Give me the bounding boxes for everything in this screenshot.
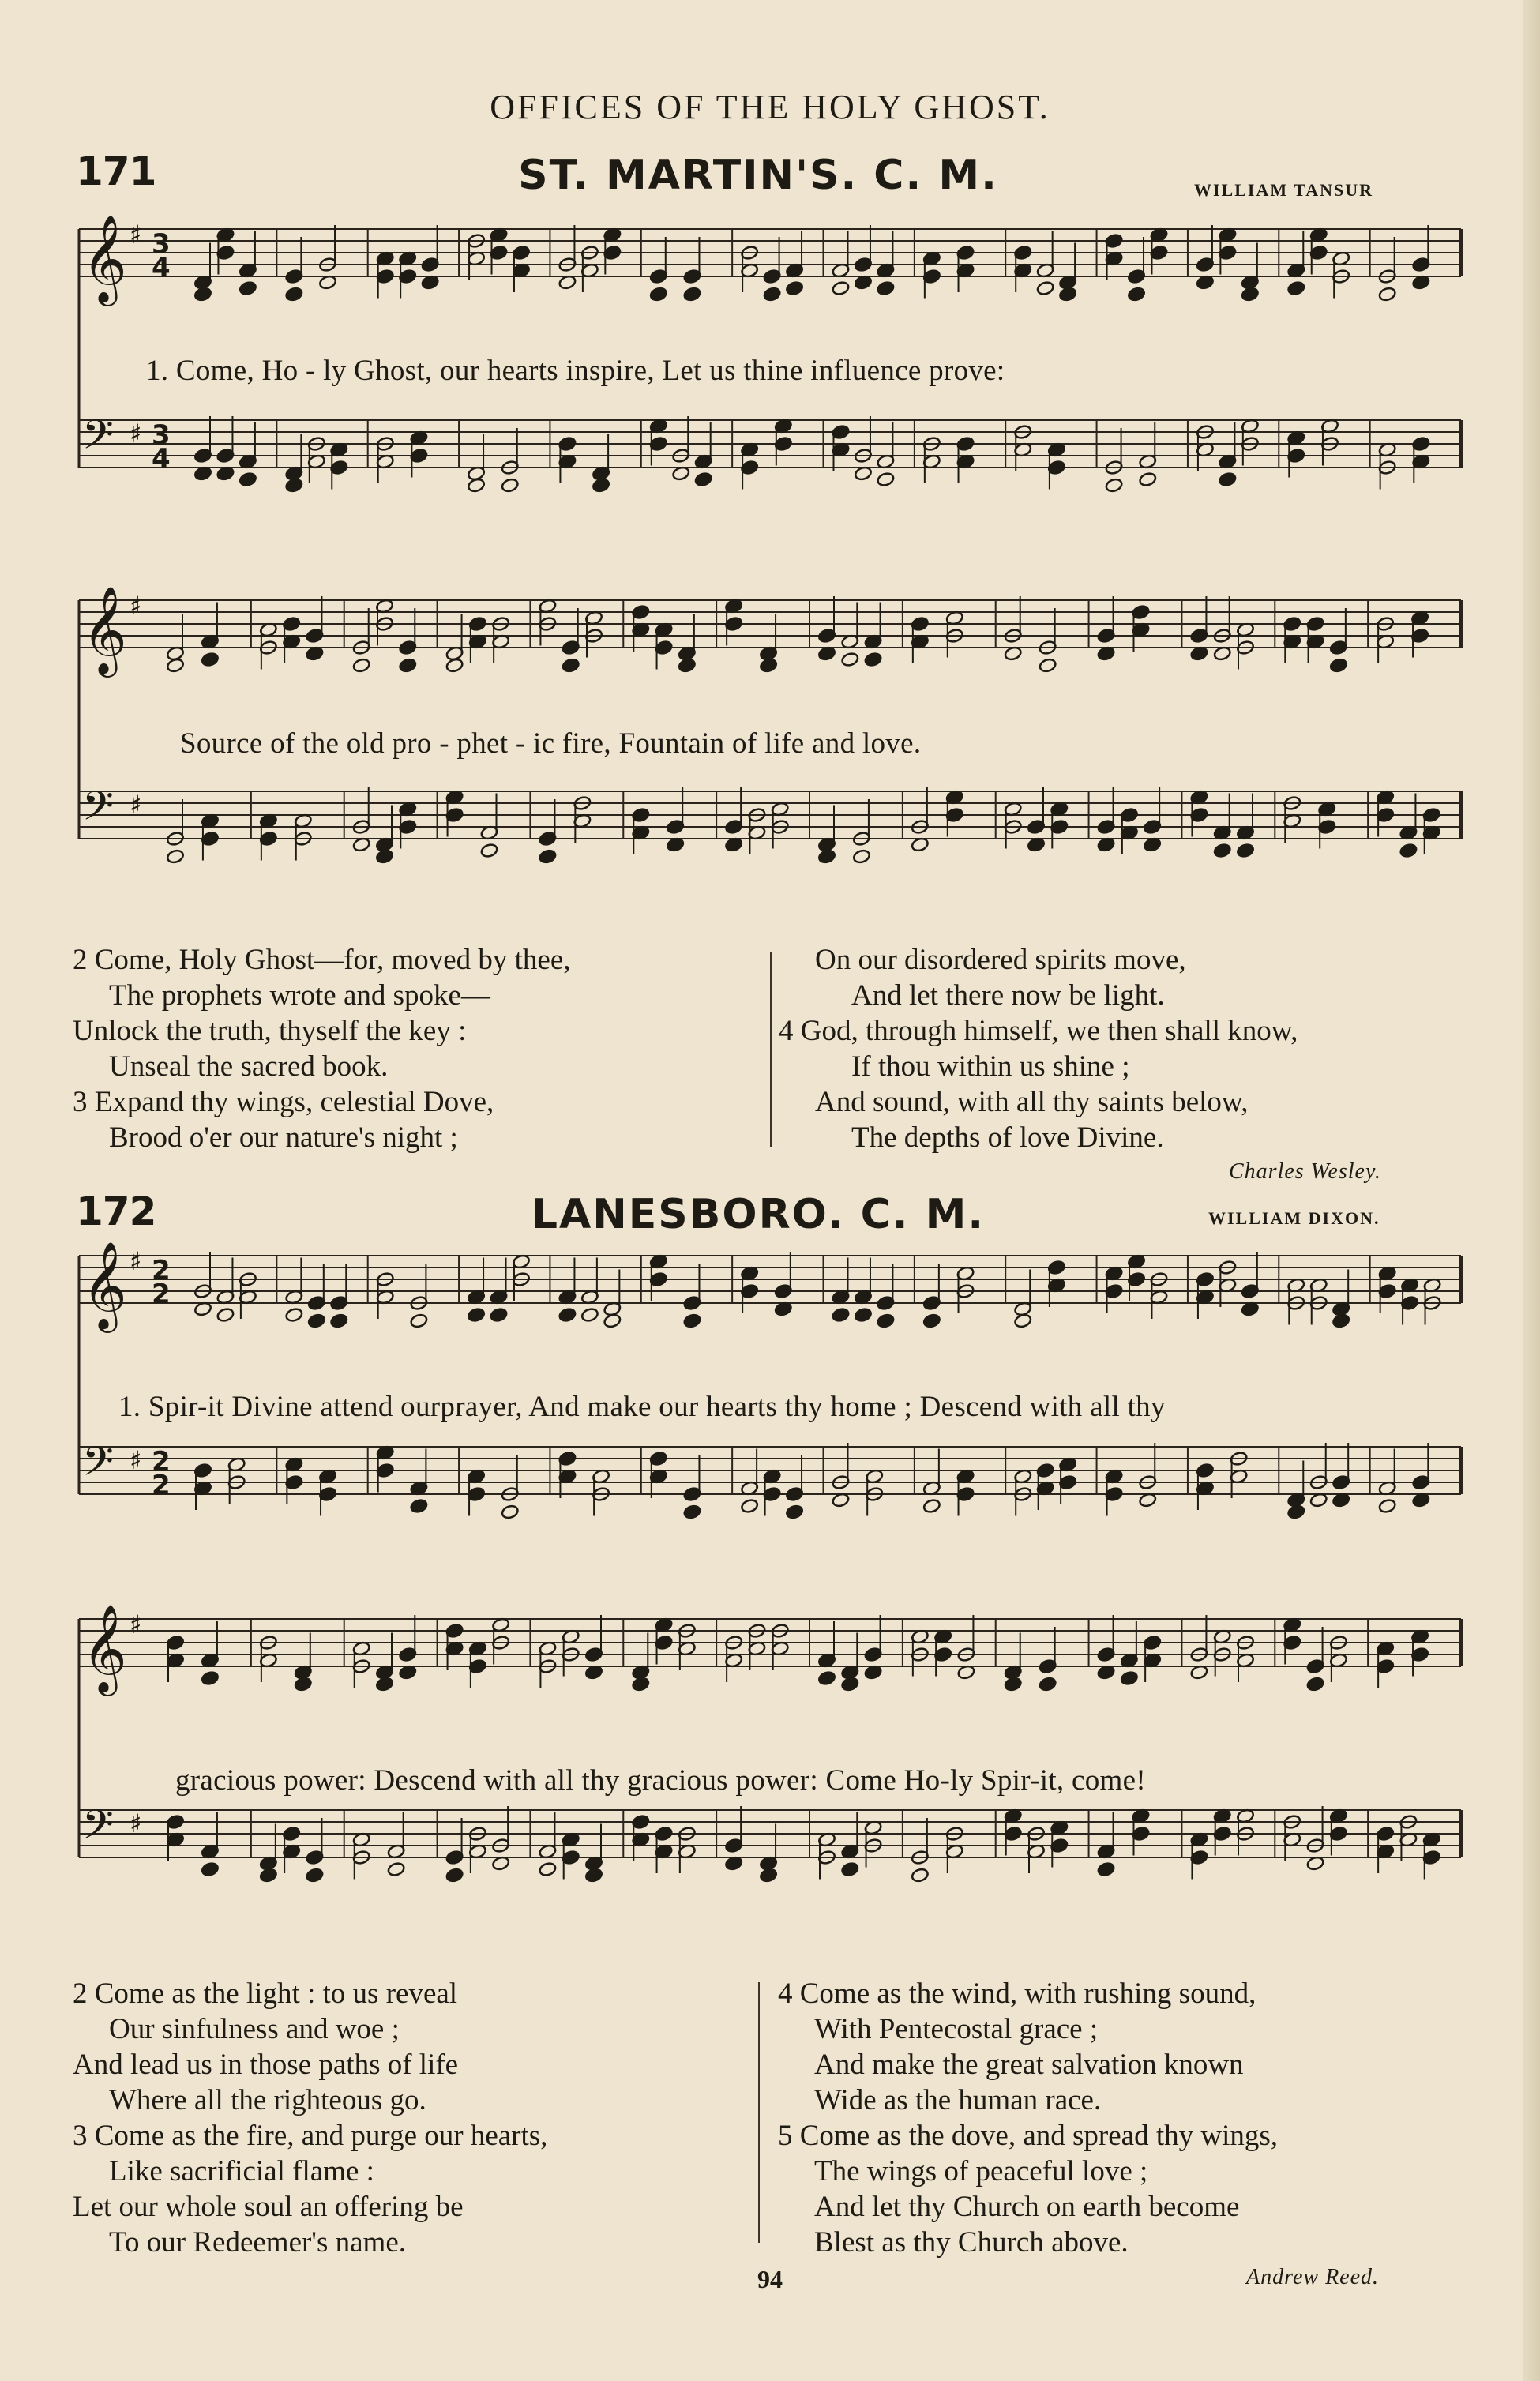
note-head <box>840 1861 859 1877</box>
verse-divider-172 <box>758 1982 760 2243</box>
verse-line: 3 Come as the fire, and purge our hearts, <box>73 2120 548 2152</box>
note-head <box>1039 1677 1057 1692</box>
note-head <box>1378 1498 1397 1514</box>
key-signature-sharp: ♯ <box>130 419 142 449</box>
note-head <box>285 478 304 494</box>
note-head <box>877 1313 896 1329</box>
note-head <box>1378 287 1397 302</box>
author-171: Charles Wesley. <box>1229 1159 1381 1184</box>
note-head <box>562 658 580 674</box>
note-head <box>1127 287 1146 302</box>
note-head <box>832 1307 851 1323</box>
key-signature-sharp: ♯ <box>130 1609 142 1639</box>
verse-line: And lead us in those paths of life <box>73 2049 459 2081</box>
key-signature-sharp: ♯ <box>130 1445 142 1475</box>
note-head <box>201 652 220 667</box>
verse-line: 4 Come as the wind, with rushing sound, <box>778 1977 1256 2010</box>
verse-line: Brood o'er our nature's night ; <box>109 1121 458 1154</box>
note-head <box>445 658 464 674</box>
note-head <box>445 1868 464 1883</box>
time-signature-bottom: 2 <box>152 1470 171 1501</box>
note-head <box>877 471 896 487</box>
verse-line: Like sacrificial flame : <box>109 2155 374 2188</box>
composer-171: WILLIAM TANSUR <box>1194 180 1374 200</box>
note-head <box>539 1861 558 1877</box>
verse-line: Our sinfulness and woe ; <box>109 2013 400 2045</box>
note-head <box>1058 287 1077 302</box>
note-head <box>285 1307 304 1323</box>
note-head <box>467 478 486 494</box>
verse-line: And let there now be light. <box>851 979 1165 1012</box>
time-signature-top: 2 <box>152 1446 171 1478</box>
verse-line: Unlock the truth, thyself the key : <box>73 1015 467 1047</box>
bass-clef-icon: 𝄢 <box>82 1801 114 1858</box>
verse-line: Let our whole soul an offering be <box>73 2191 464 2223</box>
treble-clef-icon: 𝄞 <box>82 1241 127 1329</box>
note-head <box>501 478 520 494</box>
note-head <box>785 1504 804 1520</box>
key-signature-sharp: ♯ <box>130 220 142 250</box>
note-head <box>398 658 417 674</box>
note-head <box>592 478 610 494</box>
note-head <box>584 1868 603 1883</box>
bass-clef-icon: 𝄢 <box>82 782 114 839</box>
note-head <box>410 1498 429 1514</box>
note-head <box>294 1677 313 1692</box>
verse-line: And let thy Church on earth become <box>814 2191 1240 2223</box>
time-signature-top: 3 <box>152 419 171 451</box>
verse-line: 4 God, through himself, we then shall know, <box>779 1015 1298 1047</box>
note-head <box>832 280 851 296</box>
note-head <box>1286 280 1305 296</box>
note-head <box>759 1868 778 1883</box>
note-head <box>840 652 859 667</box>
note-head <box>1004 1677 1023 1692</box>
verse-line: 5 Come as the dove, and spread thy wings, <box>778 2120 1278 2152</box>
verse-divider-171 <box>770 952 772 1147</box>
verse-line: On our disordered spirits move, <box>815 944 1186 976</box>
note-head <box>763 287 782 302</box>
note-head <box>877 280 896 296</box>
verse-line: And sound, with all thy saints below, <box>815 1086 1249 1118</box>
note-head <box>1120 1670 1139 1686</box>
note-head <box>329 1313 348 1329</box>
note-head <box>759 658 778 674</box>
hymn-number-172: 172 <box>76 1189 156 1234</box>
note-head <box>1105 478 1124 494</box>
verse-line: To our Redeemer's name. <box>109 2226 406 2259</box>
note-head <box>166 849 185 865</box>
verse-line: Blest as thy Church above. <box>814 2226 1129 2259</box>
note-head <box>649 287 668 302</box>
verse-line: The prophets wrote and spoke— <box>109 979 490 1012</box>
note-head <box>1399 843 1418 858</box>
note-head <box>694 471 713 487</box>
note-head <box>387 1861 406 1877</box>
author-172: Andrew Reed. <box>1246 2265 1380 2289</box>
note-head <box>840 1677 859 1692</box>
lyrics-line-172-a: 1. Spir-it Divine attend ourprayer, And make our hearts thy home ; Descend with all thy <box>118 1391 1166 1423</box>
note-head <box>683 1504 702 1520</box>
verse-line: Where all the righteous go. <box>109 2084 426 2116</box>
note-head <box>306 1868 325 1883</box>
tune-title-172: LANESBORO. C. M. <box>531 1191 986 1238</box>
note-head <box>307 1313 326 1329</box>
key-signature-sharp: ♯ <box>130 1808 142 1838</box>
verse-line: And make the great salvation known <box>814 2049 1244 2081</box>
time-signature-top: 3 <box>152 228 171 260</box>
note-head <box>678 658 697 674</box>
note-head <box>785 280 804 296</box>
note-head <box>922 1498 941 1514</box>
note-head <box>740 1498 759 1514</box>
lyrics-line-171-b: Source of the old pro - phet - ic fire, Fountain of life and love. <box>180 727 922 760</box>
bass-clef-icon: 𝄢 <box>82 1437 114 1495</box>
note-head <box>1241 287 1260 302</box>
verse-line: If thou within us shine ; <box>851 1050 1130 1083</box>
verse-line: The depths of love Divine. <box>851 1121 1164 1154</box>
treble-clef-icon: 𝄞 <box>82 214 127 302</box>
note-head <box>259 1868 278 1883</box>
note-head <box>854 1307 873 1323</box>
note-head <box>922 1313 941 1329</box>
note-head <box>375 849 394 865</box>
bass-clef-icon: 𝄢 <box>82 411 114 468</box>
note-head <box>1236 843 1255 858</box>
verses-172-left <box>73 1976 547 2260</box>
note-head <box>410 1313 429 1329</box>
section-title: OFFICES OF THE HOLY GHOST. <box>490 88 1050 126</box>
note-head <box>1097 1861 1116 1877</box>
time-signature-bottom: 2 <box>152 1279 171 1310</box>
note-head <box>501 1504 520 1520</box>
composer-172: WILLIAM DIXON. <box>1208 1208 1380 1228</box>
note-head <box>193 287 212 302</box>
note-head <box>817 1670 836 1686</box>
note-head <box>239 471 257 487</box>
note-head <box>539 849 558 865</box>
note-head <box>490 1307 509 1323</box>
key-signature-sharp: ♯ <box>130 790 142 820</box>
note-head <box>852 849 871 865</box>
note-head <box>1013 1313 1032 1329</box>
note-head <box>1213 843 1232 858</box>
note-head <box>603 1313 622 1329</box>
verses-171-right <box>779 942 1298 1155</box>
verse-line: Wide as the human race. <box>814 2084 1102 2116</box>
note-head <box>1286 1504 1305 1520</box>
treble-clef-icon: 𝄞 <box>82 585 127 674</box>
verse-line: Unseal the sacred book. <box>109 1050 389 1083</box>
verses-172-right <box>778 1976 1278 2260</box>
note-head <box>1039 658 1057 674</box>
lyrics-line-172-b: gracious power: Descend with all thy gracious power: Come Ho-ly Spir-it, come! <box>175 1764 1146 1797</box>
note-head <box>285 287 304 302</box>
note-head <box>1329 658 1348 674</box>
time-signature-bottom: 4 <box>152 252 171 284</box>
note-head <box>631 1677 650 1692</box>
note-head <box>201 1861 220 1877</box>
note-head <box>239 280 257 296</box>
note-head <box>480 843 499 858</box>
note-head <box>1138 471 1157 487</box>
note-head <box>864 652 883 667</box>
lyrics-line-171-a: 1. Come, Ho - ly Ghost, our hearts inspire, Let us thine influence prove: <box>146 355 1005 387</box>
note-head <box>1306 1677 1325 1692</box>
verse-line: 2 Come as the light : to us reveal <box>73 1977 458 2010</box>
note-head <box>1332 1313 1350 1329</box>
note-head <box>352 658 371 674</box>
verse-line: 3 Expand thy wings, celestial Dove, <box>73 1086 494 1118</box>
note-head <box>216 1307 235 1323</box>
verses-171-left <box>73 942 571 1155</box>
tune-title-171: ST. MARTIN'S. C. M. <box>518 152 998 199</box>
note-head <box>1036 280 1055 296</box>
page-number: 94 <box>757 2265 783 2293</box>
key-signature-sharp: ♯ <box>130 591 142 621</box>
note-head <box>1219 471 1238 487</box>
note-head <box>683 287 702 302</box>
note-head <box>558 1307 577 1323</box>
note-head <box>467 1307 486 1323</box>
time-signature-top: 2 <box>152 1255 171 1286</box>
verse-line: The wings of peaceful love ; <box>814 2155 1148 2188</box>
note-head <box>911 1868 930 1883</box>
note-head <box>166 658 185 674</box>
note-head <box>201 1670 220 1686</box>
note-head <box>817 849 836 865</box>
time-signature-bottom: 4 <box>152 443 171 475</box>
verse-line: 2 Come, Holy Ghost—for, moved by thee, <box>73 944 571 976</box>
hymn-number-171: 171 <box>76 148 156 194</box>
key-signature-sharp: ♯ <box>130 1246 142 1276</box>
note-head <box>375 1677 394 1692</box>
treble-clef-icon: 𝄞 <box>82 1604 127 1692</box>
note-head <box>580 1307 599 1323</box>
verse-line: With Pentecostal grace ; <box>814 2013 1099 2045</box>
note-head <box>683 1313 702 1329</box>
